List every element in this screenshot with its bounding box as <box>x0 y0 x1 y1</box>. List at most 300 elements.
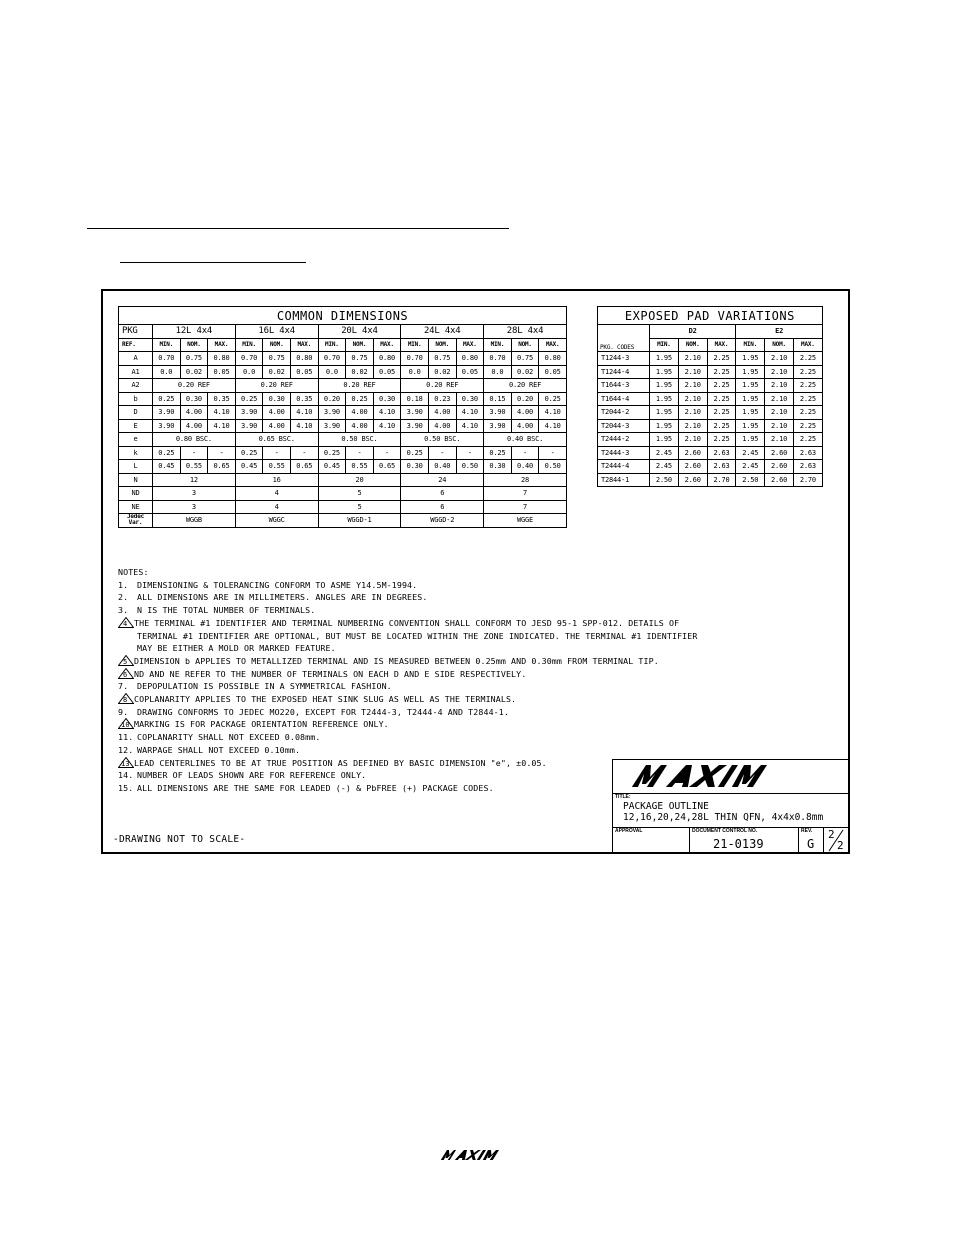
note-number: 2. <box>118 592 129 603</box>
note-line <box>118 757 697 770</box>
ref-cell: A2 <box>119 379 153 393</box>
value-cell: 0.45 <box>153 460 181 474</box>
note-line <box>118 655 697 668</box>
pkg-group-header: 12L 4x4 <box>153 325 236 339</box>
rev-label: REV. <box>801 828 813 834</box>
value-cell: 4.00 <box>346 419 374 433</box>
table-row <box>119 365 567 379</box>
pkg-group-header: 24L 4x4 <box>401 325 484 339</box>
pkg-code-cell: T1244-3 <box>598 352 650 366</box>
ref-cell: A1 <box>119 365 153 379</box>
note-text: COPLANARITY APPLIES TO THE EXPOSED HEAT SINK SLUG AS WELL AS THE TERMINALS. <box>134 694 517 705</box>
value-cell: 0.50 <box>456 460 484 474</box>
value-cell: 4.10 <box>539 419 567 433</box>
note-text: WARPAGE SHALL NOT EXCEED 0.10mm. <box>137 744 301 755</box>
flag-note-icon: 13 <box>118 757 134 767</box>
note-number: 12. <box>118 744 134 755</box>
value-cell: 0.30 <box>373 392 401 406</box>
value-cell: 1.95 <box>736 352 765 366</box>
note-number: 11. <box>118 732 134 743</box>
revision: G <box>807 837 815 851</box>
value-cell: 0.25 <box>318 446 346 460</box>
value-cell: 0.75 <box>180 352 208 366</box>
value-cell: - <box>180 446 208 460</box>
pkg-codes-label: PKG. CODES <box>598 325 650 352</box>
value-cell: 3.90 <box>318 406 346 420</box>
sub-header: MIN. <box>736 338 765 352</box>
note-text: MARKING IS FOR PACKAGE ORIENTATION REFERENCE ONLY. <box>134 719 389 730</box>
value-cell: 1.95 <box>736 406 765 420</box>
value-cell: 4 <box>235 500 318 514</box>
value-cell: 2.63 <box>793 460 822 474</box>
value-cell: 0.30 <box>263 392 291 406</box>
value-cell: 0.25 <box>153 446 181 460</box>
value-cell: 3 <box>153 500 236 514</box>
notes-heading: NOTES: <box>118 567 149 577</box>
table-row <box>119 379 567 393</box>
value-cell: 0.30 <box>484 460 512 474</box>
value-cell: 1.95 <box>736 392 765 406</box>
table-row <box>119 433 567 447</box>
table-row <box>598 433 823 447</box>
value-cell: 0.02 <box>346 365 374 379</box>
value-cell: 2.60 <box>678 446 707 460</box>
value-cell: 4.00 <box>180 406 208 420</box>
value-cell: 0.25 <box>401 446 429 460</box>
sub-header: MIN. <box>650 338 679 352</box>
value-cell: 7 <box>484 487 567 501</box>
value-cell: 4.10 <box>539 406 567 420</box>
value-cell: 24 <box>401 473 484 487</box>
value-cell: 0.30 <box>180 392 208 406</box>
value-cell: 2.70 <box>707 473 736 487</box>
pkg-code-cell: T2844-1 <box>598 473 650 487</box>
value-cell: 1.95 <box>650 352 679 366</box>
value-cell: 1.95 <box>736 419 765 433</box>
pkg-code-cell: T2444-4 <box>598 460 650 474</box>
value-cell: 2.45 <box>650 446 679 460</box>
value-cell: 0.55 <box>346 460 374 474</box>
value-cell: 0.20 REF <box>484 379 567 393</box>
value-cell: 0.65 <box>290 460 318 474</box>
note-line <box>118 630 697 643</box>
value-cell: 0.18 <box>401 392 429 406</box>
sub-header: NOM. <box>346 338 374 352</box>
value-cell: 7 <box>484 500 567 514</box>
value-cell: 4.10 <box>208 406 236 420</box>
note-text: THE TERMINAL #1 IDENTIFIER AND TERMINAL NUMBERING CONVENTION SHALL CONFORM TO JESD 95-1 SPP-012. DETAILS OF <box>134 617 680 628</box>
value-cell: 2.10 <box>765 419 794 433</box>
flag-note-icon: 6 <box>118 668 134 678</box>
value-cell: WGGE <box>484 514 567 528</box>
value-cell: 1.95 <box>650 406 679 420</box>
value-cell: 0.25 <box>235 446 263 460</box>
sub-header: NOM. <box>263 338 291 352</box>
value-cell: 3.90 <box>401 406 429 420</box>
value-cell: 2.25 <box>793 352 822 366</box>
note-line <box>118 744 697 757</box>
value-cell: 4.00 <box>346 406 374 420</box>
note-line <box>118 718 697 731</box>
note-line <box>118 731 697 744</box>
approval-row <box>613 827 849 854</box>
value-cell: 0.80 BSC. <box>153 433 236 447</box>
table-row <box>119 487 567 501</box>
value-cell: 0.45 <box>235 460 263 474</box>
value-cell: 0.70 <box>153 352 181 366</box>
table-row <box>598 419 823 433</box>
doc-number: 21-0139 <box>713 837 764 851</box>
value-cell: 2.25 <box>793 379 822 393</box>
value-cell: 0.02 <box>263 365 291 379</box>
value-cell: 2.10 <box>765 392 794 406</box>
value-cell: 0.30 <box>456 392 484 406</box>
maxim-logo-icon <box>441 1149 503 1161</box>
value-cell: 0.25 <box>346 392 374 406</box>
ref-cell: Jedec Var. <box>119 514 153 528</box>
value-cell: 1.95 <box>650 379 679 393</box>
value-cell: 2.25 <box>707 352 736 366</box>
value-cell: - <box>428 446 456 460</box>
sub-header: NOM. <box>180 338 208 352</box>
table-row <box>598 352 823 366</box>
pad-group-header: E2 <box>736 325 822 339</box>
value-cell: 0.80 <box>539 352 567 366</box>
value-cell: 0.55 <box>263 460 291 474</box>
value-cell: 0.65 <box>208 460 236 474</box>
notes-block <box>118 566 697 795</box>
value-cell: 2.25 <box>707 365 736 379</box>
value-cell: 0.0 <box>484 365 512 379</box>
note-line <box>118 591 697 604</box>
value-cell: 4.00 <box>263 419 291 433</box>
value-cell: 0.20 REF <box>401 379 484 393</box>
value-cell: 4.10 <box>373 419 401 433</box>
sub-header: MAX. <box>456 338 484 352</box>
maxim-logo-icon <box>613 760 849 793</box>
note-number: 14. <box>118 770 134 781</box>
value-cell: 0.75 <box>346 352 374 366</box>
value-cell: 3.90 <box>484 419 512 433</box>
value-cell: 2.63 <box>793 446 822 460</box>
value-cell: 0.20 REF <box>153 379 236 393</box>
value-cell: 2.60 <box>765 473 794 487</box>
value-cell: 4.10 <box>456 406 484 420</box>
table-row <box>598 473 823 487</box>
value-cell: 16 <box>235 473 318 487</box>
ref-cell: L <box>119 460 153 474</box>
table-row <box>119 514 567 528</box>
value-cell: 2.63 <box>707 460 736 474</box>
value-cell: 0.0 <box>401 365 429 379</box>
flag-note-icon: 8 <box>118 693 134 703</box>
note-line <box>118 579 697 592</box>
pkg-label: PKG <box>119 325 153 339</box>
sub-header: MAX. <box>208 338 236 352</box>
exposed-pad-variations-table <box>597 306 823 487</box>
title-block <box>612 759 850 854</box>
title-label: TITLE: <box>615 794 631 800</box>
value-cell: 4.00 <box>263 406 291 420</box>
table-row <box>598 460 823 474</box>
value-cell: WGGC <box>235 514 318 528</box>
note-number: 7. <box>118 681 129 692</box>
pad-group-header: D2 <box>650 325 736 339</box>
value-cell: 0.30 <box>401 460 429 474</box>
value-cell: 0.25 <box>235 392 263 406</box>
value-cell: 0.20 <box>511 392 539 406</box>
value-cell: 2.70 <box>793 473 822 487</box>
note-text: N IS THE TOTAL NUMBER OF TERMINALS. <box>137 605 316 616</box>
table-row <box>119 446 567 460</box>
value-cell: 2.60 <box>678 460 707 474</box>
value-cell: 4.00 <box>511 419 539 433</box>
value-cell: - <box>539 446 567 460</box>
value-cell: 0.40 <box>511 460 539 474</box>
note-text: DEPOPULATION IS POSSIBLE IN A SYMMETRICAL FASHION. <box>137 681 392 692</box>
value-cell: 0.20 REF <box>318 379 401 393</box>
common-dimensions-table <box>118 306 567 528</box>
value-cell: 2.25 <box>707 433 736 447</box>
subheader-rule <box>120 262 306 263</box>
value-cell: 0.0 <box>235 365 263 379</box>
value-cell: 2.25 <box>793 392 822 406</box>
value-cell: 3.90 <box>235 419 263 433</box>
value-cell: 3.90 <box>153 419 181 433</box>
value-cell: 2.10 <box>678 352 707 366</box>
value-cell: - <box>346 446 374 460</box>
value-cell: 0.65 BSC. <box>235 433 318 447</box>
sub-header: MIN. <box>401 338 429 352</box>
value-cell: 1.95 <box>650 392 679 406</box>
table-row <box>598 406 823 420</box>
value-cell: 2.25 <box>707 379 736 393</box>
value-cell: - <box>373 446 401 460</box>
value-cell: - <box>263 446 291 460</box>
note-text: COPLANARITY SHALL NOT EXCEED 0.08mm. <box>137 732 321 743</box>
sub-header: MIN. <box>484 338 512 352</box>
pkg-code-cell: T2444-3 <box>598 446 650 460</box>
table-row <box>119 419 567 433</box>
value-cell: 0.80 <box>373 352 401 366</box>
value-cell: 2.50 <box>736 473 765 487</box>
value-cell: 2.10 <box>678 419 707 433</box>
value-cell: 5 <box>318 500 401 514</box>
value-cell: 2.25 <box>793 433 822 447</box>
sub-header: MAX. <box>707 338 736 352</box>
scale-note: -DRAWING NOT TO SCALE- <box>113 834 246 845</box>
note-text: ALL DIMENSIONS ARE IN MILLIMETERS. ANGLES ARE IN DEGREES. <box>137 592 428 603</box>
value-cell: 2.25 <box>707 419 736 433</box>
note-number: 3. <box>118 605 129 616</box>
note-line <box>118 604 697 617</box>
note-text: TERMINAL #1 IDENTIFIER ARE OPTIONAL, BUT MUST BE LOCATED WITHIN THE ZONE INDICATED. THE TERMINAL #1 IDENTIFIER <box>137 630 698 641</box>
ref-cell: N <box>119 473 153 487</box>
value-cell: 0.80 <box>208 352 236 366</box>
sheet-number: 2 2 <box>828 828 844 852</box>
value-cell: 2.60 <box>678 473 707 487</box>
value-cell: 0.50 BSC. <box>318 433 401 447</box>
value-cell: 4.10 <box>208 419 236 433</box>
value-cell: 2.63 <box>707 446 736 460</box>
value-cell: 0.02 <box>428 365 456 379</box>
value-cell: 0.70 <box>318 352 346 366</box>
note-text: ALL DIMENSIONS ARE THE SAME FOR LEADED (-) & PbFREE (+) PACKAGE CODES. <box>137 782 494 793</box>
package-outline-title: PACKAGE OUTLINE <box>623 801 709 812</box>
table-row <box>119 473 567 487</box>
value-cell: 2.45 <box>736 460 765 474</box>
value-cell: 0.70 <box>401 352 429 366</box>
value-cell: 0.05 <box>208 365 236 379</box>
note-number: 9. <box>118 706 129 717</box>
value-cell: 0.0 <box>318 365 346 379</box>
value-cell: 0.15 <box>484 392 512 406</box>
common-dimensions-title: COMMON DIMENSIONS <box>119 307 567 325</box>
value-cell: 1.95 <box>736 365 765 379</box>
value-cell: 0.05 <box>290 365 318 379</box>
header-rule <box>87 228 509 229</box>
value-cell: 12 <box>153 473 236 487</box>
pkg-code-cell: T2044-3 <box>598 419 650 433</box>
table-row <box>119 460 567 474</box>
pkg-code-cell: T2444-2 <box>598 433 650 447</box>
value-cell: 0.25 <box>484 446 512 460</box>
value-cell: 2.10 <box>765 433 794 447</box>
value-cell: 0.45 <box>318 460 346 474</box>
title-section <box>613 793 849 828</box>
value-cell: - <box>511 446 539 460</box>
value-cell: 0.35 <box>208 392 236 406</box>
value-cell: 0.20 <box>318 392 346 406</box>
table-row <box>598 379 823 393</box>
note-text: NUMBER OF LEADS SHOWN ARE FOR REFERENCE ONLY. <box>137 770 367 781</box>
value-cell: 2.45 <box>650 460 679 474</box>
value-cell: - <box>208 446 236 460</box>
value-cell: 1.95 <box>736 433 765 447</box>
note-text: LEAD CENTERLINES TO BE AT TRUE POSITION AS DEFINED BY BASIC DIMENSION "e", ±0.05. <box>134 757 547 768</box>
value-cell: 4.10 <box>373 406 401 420</box>
value-cell: 0.23 <box>428 392 456 406</box>
value-cell: 3.90 <box>484 406 512 420</box>
value-cell: 4.00 <box>511 406 539 420</box>
value-cell: - <box>456 446 484 460</box>
value-cell: 3.90 <box>153 406 181 420</box>
value-cell: 2.60 <box>765 446 794 460</box>
sub-header: MIN. <box>235 338 263 352</box>
value-cell: 0.50 BSC. <box>401 433 484 447</box>
value-cell: WGGD-2 <box>401 514 484 528</box>
table-row <box>119 392 567 406</box>
value-cell: 0.05 <box>539 365 567 379</box>
value-cell: 2.10 <box>678 406 707 420</box>
pad-variations-title: EXPOSED PAD VARIATIONS <box>598 307 823 325</box>
value-cell: 2.10 <box>765 365 794 379</box>
value-cell: 0.25 <box>539 392 567 406</box>
note-text: MAY BE EITHER A MOLD OR MARKED FEATURE. <box>137 643 336 654</box>
note-line <box>118 706 697 719</box>
value-cell: 0.05 <box>456 365 484 379</box>
note-text: DIMENSIONING & TOLERANCING CONFORM TO ASME Y14.5M-1994. <box>137 579 418 590</box>
value-cell: 2.25 <box>793 365 822 379</box>
value-cell: 4.10 <box>456 419 484 433</box>
value-cell: 2.25 <box>707 406 736 420</box>
ref-cell: k <box>119 446 153 460</box>
value-cell: 4.00 <box>428 419 456 433</box>
value-cell: 2.50 <box>650 473 679 487</box>
value-cell: 2.10 <box>765 379 794 393</box>
value-cell: 6 <box>401 500 484 514</box>
value-cell: 1.95 <box>736 379 765 393</box>
flag-note-icon: 4 <box>118 617 134 627</box>
value-cell: 2.25 <box>793 406 822 420</box>
value-cell: 0.02 <box>180 365 208 379</box>
value-cell: 0.35 <box>290 392 318 406</box>
sub-header: NOM. <box>765 338 794 352</box>
ref-cell: A <box>119 352 153 366</box>
value-cell: 4.00 <box>180 419 208 433</box>
table-row <box>598 446 823 460</box>
note-number: 15. <box>118 782 134 793</box>
value-cell: 0.55 <box>180 460 208 474</box>
flag-note-icon: 5 <box>118 655 134 665</box>
pkg-group-header: 20L 4x4 <box>318 325 401 339</box>
value-cell: 0.75 <box>511 352 539 366</box>
value-cell: 3 <box>153 487 236 501</box>
ref-cell: NE <box>119 500 153 514</box>
note-number: 1. <box>118 579 129 590</box>
value-cell: - <box>290 446 318 460</box>
sub-header: MAX. <box>290 338 318 352</box>
sub-header: NOM. <box>428 338 456 352</box>
value-cell: 0.0 <box>153 365 181 379</box>
pkg-code-cell: T2044-2 <box>598 406 650 420</box>
value-cell: 0.20 REF <box>235 379 318 393</box>
note-line <box>118 642 697 655</box>
sub-header: NOM. <box>678 338 707 352</box>
note-line <box>118 680 697 693</box>
value-cell: 2.10 <box>678 379 707 393</box>
value-cell: 2.10 <box>678 433 707 447</box>
value-cell: 2.25 <box>707 392 736 406</box>
value-cell: 2.45 <box>736 446 765 460</box>
value-cell: 4 <box>235 487 318 501</box>
note-line <box>118 782 697 795</box>
sub-header: MAX. <box>373 338 401 352</box>
value-cell: 5 <box>318 487 401 501</box>
value-cell: 2.10 <box>765 352 794 366</box>
ref-cell: e <box>119 433 153 447</box>
table-row <box>598 392 823 406</box>
value-cell: 0.70 <box>484 352 512 366</box>
value-cell: 0.75 <box>428 352 456 366</box>
value-cell: 0.70 <box>235 352 263 366</box>
value-cell: WGGD-1 <box>318 514 401 528</box>
sub-header: NOM. <box>511 338 539 352</box>
value-cell: 0.80 <box>456 352 484 366</box>
ref-cell: b <box>119 392 153 406</box>
note-text: ND AND NE REFER TO THE NUMBER OF TERMINALS ON EACH D AND E SIDE RESPECTIVELY. <box>134 668 527 679</box>
value-cell: 2.10 <box>678 365 707 379</box>
note-line <box>118 693 697 706</box>
table-row <box>119 500 567 514</box>
value-cell: 1.95 <box>650 433 679 447</box>
package-description: 12,16,20,24,28L THIN QFN, 4x4x0.8mm <box>623 812 824 823</box>
value-cell: 0.80 <box>290 352 318 366</box>
ref-label: REF. <box>119 338 153 352</box>
sub-header: MIN. <box>153 338 181 352</box>
note-text: DRAWING CONFORMS TO JEDEC MO220, EXCEPT FOR T2444-3, T2444-4 AND T2844-1. <box>137 706 509 717</box>
value-cell: 3.90 <box>318 419 346 433</box>
